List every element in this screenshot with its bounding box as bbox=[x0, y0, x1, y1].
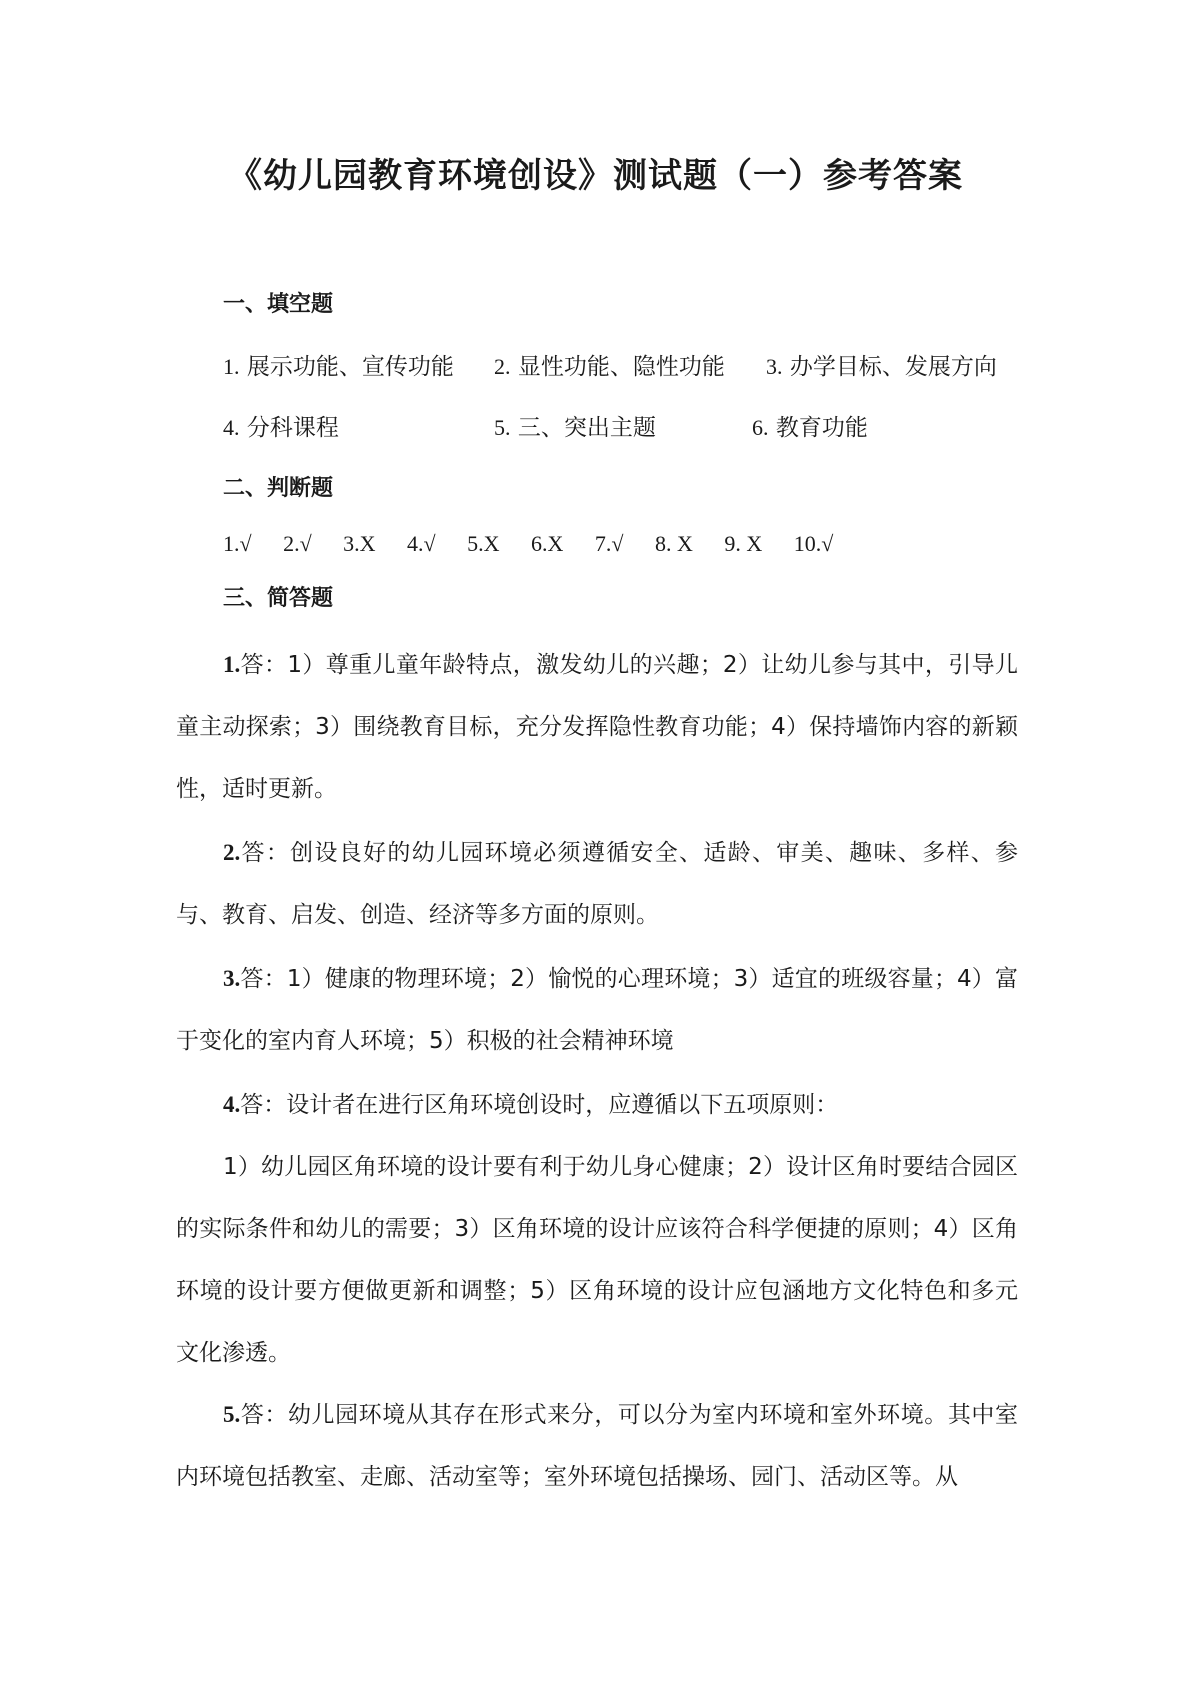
fill-in-answer: 3. 办学目标、发展方向 bbox=[766, 354, 997, 380]
fill-in-answer: 4. 分科课程 bbox=[223, 415, 339, 441]
true-false-answer: 9. X bbox=[724, 531, 763, 556]
short-answer-paragraph: 4.答：设计者在进行区角环境创设时，应遵循以下五项原则： bbox=[223, 1092, 839, 1118]
true-false-answer: 5.X bbox=[467, 531, 500, 556]
fill-in-answer: 1. 展示功能、宣传功能 bbox=[223, 354, 454, 380]
true-false-answer: 6.X bbox=[531, 531, 564, 556]
section-heading-short-answer: 三、简答题 bbox=[223, 586, 334, 611]
short-answer-paragraph: 2.答：创设良好的幼儿园环境必须遵循安全、适龄、审美、趣味、多样、参与、教育、启发、创造、经济等多方面的原则。 bbox=[176, 840, 1018, 928]
true-false-answer: 2.√ bbox=[283, 531, 312, 556]
true-false-answer: 4.√ bbox=[407, 531, 436, 556]
short-answer-paragraph: 3.答：1）健康的物理环境；2）愉悦的心理环境；3）适宜的班级容量；4）富于变化的室内育人环境；5）积极的社会精神环境 bbox=[176, 966, 1018, 1054]
short-answer-paragraph: 1）幼儿园区角环境的设计要有利于幼儿身心健康；2）设计区角时要结合园区的实际条件和幼儿的需要；3）区角环境的设计应该符合科学便捷的原则；4）区角环境的设计要方便做更新和调整；5）区角环境的设计应包涵地方文化特色和多元文化渗透。 bbox=[176, 1154, 1018, 1366]
fill-in-answer: 5. 三、突出主题 bbox=[494, 415, 656, 441]
true-false-answers bbox=[223, 527, 859, 561]
document-title: 《幼儿园教育环境创设》测试题（一）参考答案 bbox=[228, 156, 963, 196]
true-false-answer: 1.√ bbox=[223, 531, 252, 556]
true-false-answer: 10.√ bbox=[793, 531, 834, 556]
short-answer-paragraph: 5.答：幼儿园环境从其存在形式来分，可以分为室内环境和室外环境。其中室内环境包括教室、走廊、活动室等；室外环境包括操场、园门、活动区等。从 bbox=[176, 1402, 1018, 1490]
true-false-answer: 7.√ bbox=[594, 531, 624, 556]
section-heading-fill-in: 一、填空题 bbox=[223, 292, 334, 317]
fill-in-answer: 2. 显性功能、隐性功能 bbox=[494, 354, 725, 380]
section-heading-true-false: 二、判断题 bbox=[223, 476, 334, 501]
true-false-answer: 8. X bbox=[654, 531, 693, 556]
short-answer-paragraph: 1.答：1）尊重儿童年龄特点，激发幼儿的兴趣；2）让幼儿参与其中，引导儿童主动探索；3）围绕教育目标，充分发挥隐性教育功能；4）保持墙饰内容的新颖性，适时更新。 bbox=[176, 652, 1018, 802]
true-false-answer: 3.X bbox=[343, 531, 376, 556]
fill-in-answer: 6. 教育功能 bbox=[752, 415, 868, 441]
